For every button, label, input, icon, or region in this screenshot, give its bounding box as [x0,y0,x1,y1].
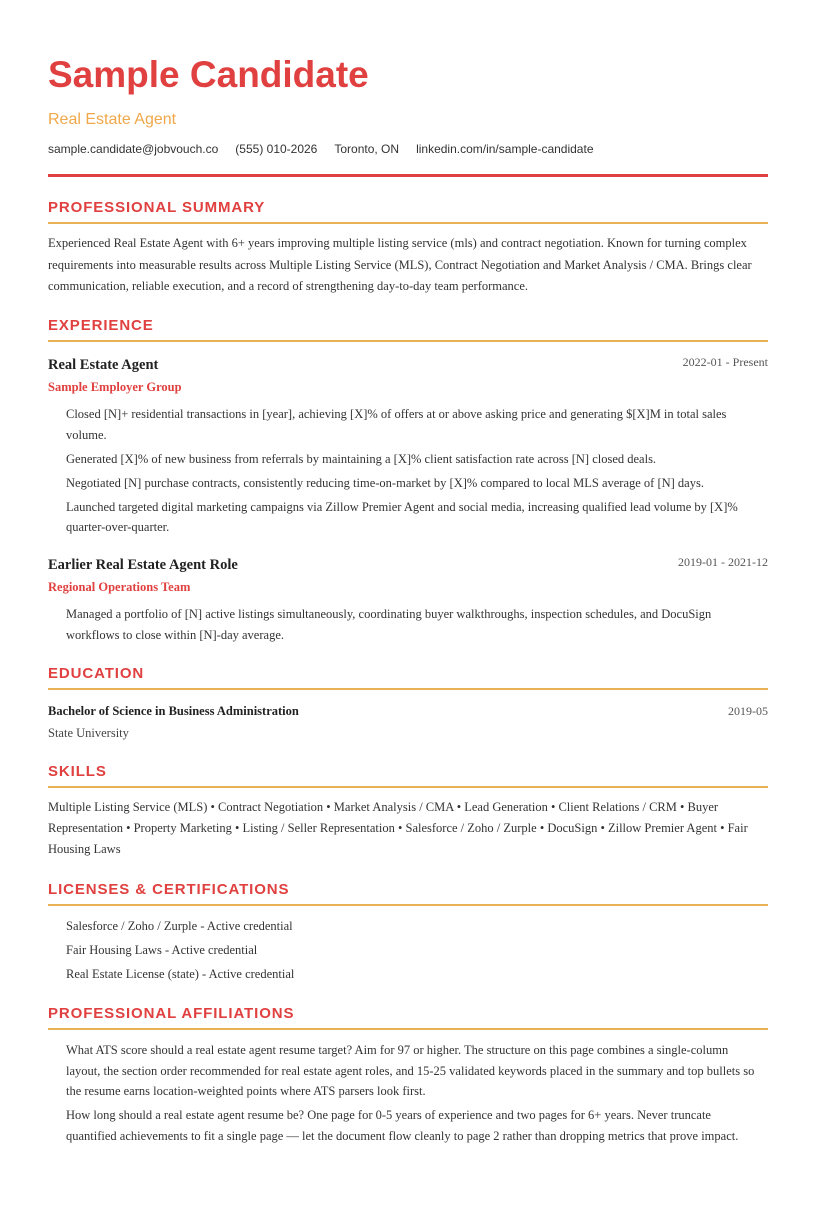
header-divider [48,174,768,177]
skills-divider [48,786,768,788]
list-item: Launched targeted digital marketing campaigns via Zillow Premier Agent and social media, increasing qualified lead volume by [X]% quarter-over-quarter. [66,499,738,534]
contact-location: Toronto, ON [334,142,400,156]
education-date: 2019-05 [728,704,768,718]
list-item: Negotiated [N] purchase contracts, consistently reducing time-on-market by [X]% compared to local MLS average of [N] days. [66,475,704,490]
list-item: Salesforce / Zoho / Zurple - Active credential [66,919,293,933]
list-item: How long should a real estate agent resume be? One page for 0-5 years of experience and two pages for 6+ years. Never truncate quantified achievements to fit a single page — let the document flow cleanly to page 2 rather than dropping metrics that prove impact. [66,1108,739,1143]
summary-text: Experienced Real Estate Agent with 6+ years improving multiple listing service (mls) and contract negotiation. Known for turning complex requirements into measurable results across Multiple Listing Service (MLS), Contract Negotiation and Market Analysis / CMA. Brings clear communication, reliable execution, and a record of strengthening day-to-day team performance. [48,236,752,293]
contact-email[interactable]: sample.candidate@jobvouch.co [48,142,219,156]
candidate-name: Sample Candidate [48,54,369,95]
experience-heading: EXPERIENCE [48,317,154,334]
job-bullets [66,604,756,649]
education-divider [48,688,768,690]
summary-heading: PROFESSIONAL SUMMARY [48,199,266,216]
contact-phone: (555) 010-2026 [235,142,318,156]
skills-heading: SKILLS [48,763,107,780]
affiliations-list [66,1040,756,1150]
summary-divider [48,222,768,224]
licenses-divider [48,904,768,906]
licenses-heading: LICENSES & CERTIFICATIONS [48,881,290,898]
list-item: Closed [N]+ residential transactions in [year], achieving [X]% of offers at or above asking price and generating $[X]M in total sales volume. [66,407,727,442]
list-item: Managed a portfolio of [N] active listings simultaneously, coordinating buyer walkthroughs, inspection schedules, and DocuSign workflows to close within [N]-day average. [66,607,712,642]
list-item: Generated [X]% of new business from referrals by maintaining a [X]% client satisfaction rate across [N] closed deals. [66,451,657,466]
contact-line [48,141,594,157]
job-employer: Regional Operations Team [48,580,191,594]
experience-divider [48,340,768,342]
list-item: Real Estate License (state) - Active credential [66,967,295,981]
job-title: Real Estate Agent [48,357,159,373]
affiliations-divider [48,1028,768,1030]
job-date: 2022-01 - Present [682,355,768,369]
education-degree: Bachelor of Science in Business Administration [48,704,299,718]
contact-linkedin[interactable]: linkedin.com/in/sample-candidate [416,142,594,156]
licenses-list [66,916,756,988]
job-employer: Sample Employer Group [48,380,182,394]
job-date: 2019-01 - 2021-12 [678,555,768,569]
education-school: State University [48,726,129,740]
list-item: Fair Housing Laws - Active credential [66,943,258,957]
education-heading: EDUCATION [48,665,145,682]
affiliations-heading: PROFESSIONAL AFFILIATIONS [48,1005,295,1022]
candidate-role: Real Estate Agent [48,111,177,128]
job-title: Earlier Real Estate Agent Role [48,557,238,573]
list-item: What ATS score should a real estate agent resume target? Aim for 97 or higher. The structure on this page combines a single-column layout, the section order recommended for real estate agent roles, and 15-25 validated keywords placed in the summary and top bullets so the resume earns location-weighted points where ATS parsers look first. [66,1043,755,1098]
skills-text: Multiple Listing Service (MLS) • Contract Negotiation • Market Analysis / CMA • Lead Generation • Client Relations / CRM • Buyer Representation • Property Marketing • Listing / Seller Representation • Salesforce / Zoho / Zurple • DocuSign • Zillow Premier Agent • Fair Housing Laws [48,800,748,856]
job-bullets [66,404,756,541]
